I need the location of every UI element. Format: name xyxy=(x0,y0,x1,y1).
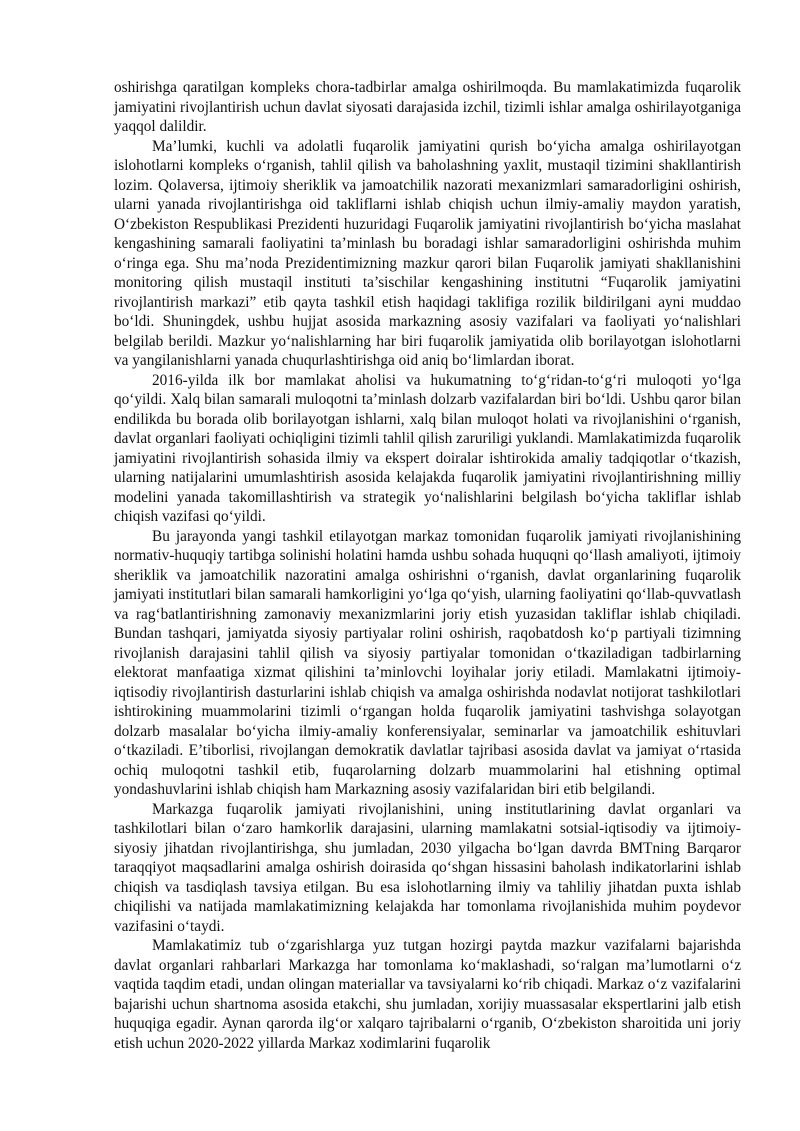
paragraph-1: oshirishga qaratilgan kompleks chora-tadbirlar amalga oshirilmoqda. Bu mamlakatimizda fuqarolik jamiyatini rivojlantirish uchun davlat siyosati darajasida izchil, tizimli ishlar amalga oshirilayotganiga yaqqol dalildir. xyxy=(114,79,741,135)
paragraph-4: Bu jarayonda yangi tashkil etilayotgan markaz tomonidan fuqarolik jamiyati rivojlanishining normativ-huquqiy tartibga solinishi holatini hamda ushbu sohada huquqni qo‘llash amaliyoti, ijtimoiy sheriklik va jamoatchilik nazoratini amalga oshirishni o‘rganish, davlat organlarining fuqarolik jamiyati institutlari bilan samarali hamkorligini yo‘lga qo‘yish, ularning faoliyatini qo‘llab-quvvatlash va rag‘batlantirishning zamonaviy mexanizmlarini joriy etish yuzasidan takliflar ishlab chiqiladi. Bundan tashqari, jamiyatda siyosiy partiyalar rolini oshirish, raqobatdosh ko‘p partiyali tizimning rivojlanish darajasini tahlil qilish va siyosiy partiyalar tomonidan o‘tkaziladigan tadbirlarning elektorat manfaatiga xizmat qilishini ta’minlovchi loyihalar joriy etiladi. Mamlakatni ijtimoiy-iqtisodiy rivojlantirish dasturlarini ishlab chiqish va amalga oshirishda nodavlat notijorat tashkilotlari ishtirokining muammolarini tizimli o‘rgangan holda fuqarolik jamiyatini tashvishga solayotgan dolzarb masalalar bo‘yicha ilmiy-amaliy konferensiyalar, seminarlar va jamoatchilik eshituvlari o‘tkaziladi. E’tiborlisi, rivojlangan demokratik davlatlar tajribasi asosida davlat va jamiyat o‘rtasida ochiq muloqotni tashkil etib, fuqarolarning dolzarb muammolarini hal etishning optimal yondashuvlarini ishlab chiqish ham Markazning asosiy vazifalaridan biri etib belgilandi. xyxy=(114,527,741,798)
paragraph-5: Markazga fuqarolik jamiyati rivojlanishini, uning institutlarining davlat organlari va tashkilotlari bilan o‘zaro hamkorlik darajasini, ularning mamlakatni sotsial-iqtisodiy va ijtimoiy-siyosiy jihatdan rivojlantirishga, shu jumladan, 2030 yilgacha bo‘lgan davrda BMTning Barqaror taraqqiyot maqsadlarini amalga oshirish doirasida qo‘shgan hissasini baholash indikatorlarini ishlab chiqish va tasdiqlash tavsiya etilgan. Bu esa islohotlarning ilmiy va tahliliy jihatdan puxta ishlab chiqilishi va natijada mamlakatimizning kelajakda har tomonlama rivojlanishida muhim poydevor vazifasini o‘taydi. xyxy=(114,800,741,935)
paragraph-2: Ma’lumki, kuchli va adolatli fuqarolik jamiyatini qurish bo‘yicha amalga oshirilayotgan islohotlarni kompleks o‘rganish, tahlil qilish va baholashning yaxlit, mustaqil tizimini shakllantirish lozim. Qolaversa, ijtimoiy sheriklik va jamoatchilik nazorati mexanizmlari samaradorligini oshirish, ularni yanada rivojlantirishga oid takliflarni ishlab chiqish uchun ilmiy-amaliy maydon yaratish, O‘zbekiston Respublikasi Prezidenti huzuridagi Fuqarolik jamiyatini rivojlantirish bo‘yicha maslahat kengashining samarali faoliyatini ta’minlash bu boradagi ishlar samaradorligini oshirishda muhim o‘ringa ega. Shu ma’noda Prezidentimizning mazkur qarori bilan Fuqarolik jamiyati shakllanishini monitoring qilish mustaqil instituti ta’sischilar kengashining institutni “Fuqarolik jamiyatini rivojlantirish markazi” etib qayta tashkil etish haqidagi taklifiga rozilik bildirilgani ayni muddao bo‘ldi. Shuningdek, ushbu hujjat asosida markazning asosiy vazifalari va faoliyati yo‘nalishlari belgilab berildi. Mazkur yo‘nalishlarning har biri fuqarolik jamiyatida olib borilayotgan islohotlarni va yangilanishlarni yanada chuqurlashtirishga oid aniq bo‘limlardan iborat. xyxy=(114,137,741,369)
paragraph-6: Mamlakatimiz tub o‘zgarishlarga yuz tutgan hozirgi paytda mazkur vazifalarni bajarishda davlat organlari rahbarlari Markazga har tomonlama ko‘maklashadi, so‘ralgan ma’lumotlarni o‘z vaqtida taqdim etadi, undan olingan materiallar va tavsiyalarni ko‘rib chiqadi. Markaz o‘z vazifalarini bajarishi uchun shartnoma asosida etakchi, shu jumladan, xorijiy muassasalar ekspertlarini jalb etish huquqiga egadir. Aynan qarorda ilg‘or xalqaro tajribalarni o‘rganib, O‘zbekiston sharoitida uni joriy etish uchun 2020-2022 yillarda Markaz xodimlarini fuqarolik xyxy=(114,937,741,1052)
paragraph-3: 2016-yilda ilk bor mamlakat aholisi va hukumatning to‘g‘ridan-to‘g‘ri muloqoti yo‘lga qo‘yildi. Xalq bilan samarali muloqotni ta’minlash dolzarb vazifalardan biri bo‘ldi. Ushbu qaror bilan endilikda bu borada olib borilayotgan ishlarni, xalq bilan muloqot holati va rivojlanishini o‘rganish, davlat organlari faoliyati ochiqligini tizimli tahlil qilish zaruriligi yuklandi. Mamlakatimizda fuqarolik jamiyatini rivojlantirish sohasida ilmiy va ekspert doiralar ishtirokida amaliy tadqiqotlar o‘tkazish, ularning natijalarini umumlashtirish asosida kelajakda fuqarolik jamiyatini rivojlantirishning milliy modelini yanada takomillashtirish va strategik yo‘nalishlarini belgilash bo‘yicha takliflar ishlab chiqish vazifasi qo‘yildi. xyxy=(114,371,741,525)
document-page xyxy=(114,78,741,1053)
